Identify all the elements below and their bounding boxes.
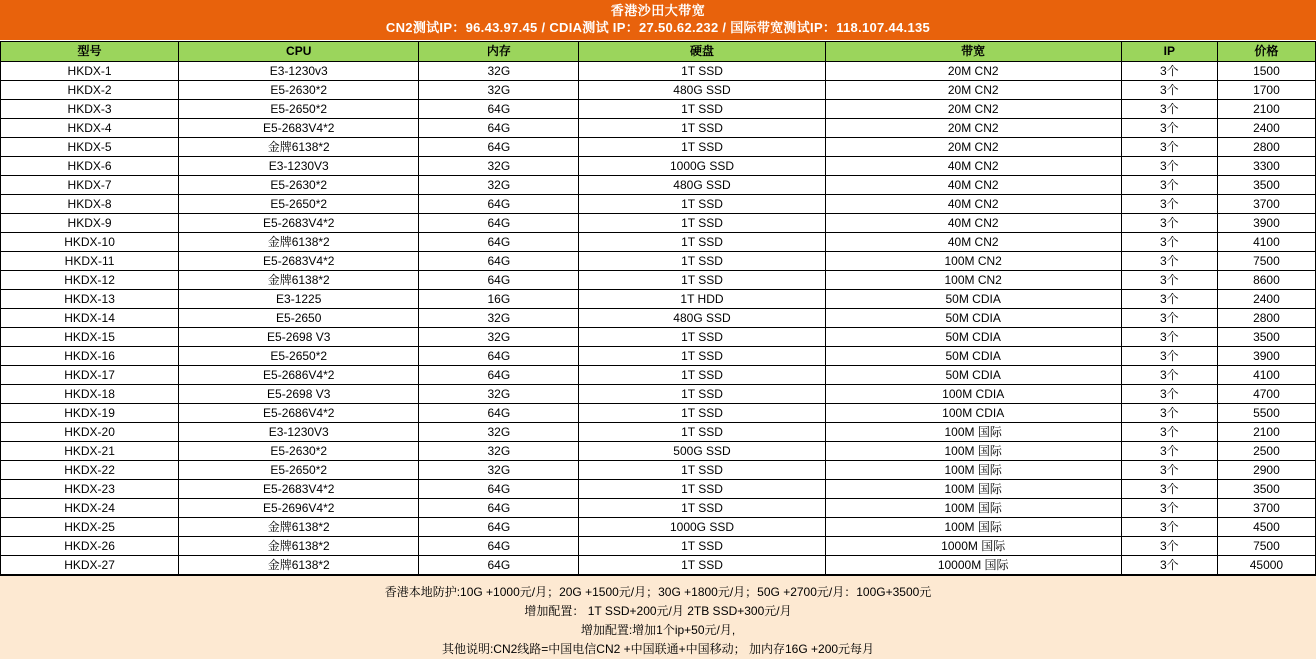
cell-model: HKDX-12 [1,271,179,290]
cell-ip: 3个 [1121,233,1217,252]
cell-cpu: E5-2683V4*2 [179,480,419,499]
cell-price: 2100 [1217,100,1315,119]
table-row [1,366,1316,385]
cell-cpu: E5-2650*2 [179,100,419,119]
cell-ip: 3个 [1121,309,1217,328]
cell-price: 7500 [1217,537,1315,556]
cell-bandwidth: 1000M 国际 [825,537,1121,556]
cell-disk: 1T SSD [579,328,825,347]
cell-memory: 32G [419,62,579,81]
table-header-row [1,42,1316,62]
cell-ip: 3个 [1121,271,1217,290]
cell-model: HKDX-26 [1,537,179,556]
cell-bandwidth: 100M CN2 [825,252,1121,271]
cell-disk: 1T SSD [579,537,825,556]
cell-ip: 3个 [1121,290,1217,309]
cell-bandwidth: 20M CN2 [825,138,1121,157]
cell-ip: 3个 [1121,62,1217,81]
page-title: 香港沙田大带宽 [610,3,706,18]
cell-memory: 64G [419,499,579,518]
cell-model: HKDX-13 [1,290,179,309]
cell-price: 3500 [1217,328,1315,347]
cell-bandwidth: 50M CDIA [825,347,1121,366]
cell-ip: 3个 [1121,195,1217,214]
cell-price: 2400 [1217,290,1315,309]
table-row [1,461,1316,480]
cell-bandwidth: 100M CDIA [825,385,1121,404]
cell-model: HKDX-17 [1,366,179,385]
cell-disk: 1T SSD [579,138,825,157]
cell-cpu: E5-2630*2 [179,176,419,195]
cell-price: 3500 [1217,480,1315,499]
cell-cpu: E5-2686V4*2 [179,366,419,385]
table-row [1,537,1316,556]
note-other-info: 其他说明:CN2线路=中国电信CN2 +中国联通+中国移动； 加内存16G +200元每月 [441,642,875,656]
cell-bandwidth: 100M 国际 [825,480,1121,499]
cell-model: HKDX-2 [1,81,179,100]
cell-model: HKDX-4 [1,119,179,138]
cell-bandwidth: 40M CN2 [825,157,1121,176]
cell-bandwidth: 20M CN2 [825,62,1121,81]
cell-ip: 3个 [1121,518,1217,537]
table-row [1,62,1316,81]
table-row [1,81,1316,100]
cell-price: 4700 [1217,385,1315,404]
cell-ip: 3个 [1121,423,1217,442]
cell-price: 8600 [1217,271,1315,290]
table-row [1,499,1316,518]
cell-memory: 64G [419,252,579,271]
cell-disk: 1T SSD [579,214,825,233]
column-header-disk: 硬盘 [579,42,825,62]
cell-price: 3900 [1217,214,1315,233]
column-header-bandwidth: 带宽 [825,42,1121,62]
cell-memory: 32G [419,81,579,100]
cell-memory: 32G [419,328,579,347]
cell-price: 2900 [1217,461,1315,480]
cell-price: 4100 [1217,233,1315,252]
cell-price: 5500 [1217,404,1315,423]
cell-memory: 32G [419,176,579,195]
cell-memory: 64G [419,271,579,290]
cell-memory: 64G [419,195,579,214]
table-row [1,423,1316,442]
cell-model: HKDX-19 [1,404,179,423]
cell-disk: 1T SSD [579,556,825,575]
cell-disk: 480G SSD [579,176,825,195]
cell-disk: 1T SSD [579,271,825,290]
table-row [1,214,1316,233]
table-row [1,233,1316,252]
cell-model: HKDX-22 [1,461,179,480]
cell-bandwidth: 40M CN2 [825,214,1121,233]
cell-ip: 3个 [1121,480,1217,499]
cell-price: 3300 [1217,157,1315,176]
cell-cpu: E3-1225 [179,290,419,309]
cell-disk: 1T SSD [579,195,825,214]
table-row [1,385,1316,404]
cell-model: HKDX-3 [1,100,179,119]
cell-price: 2800 [1217,138,1315,157]
cell-ip: 3个 [1121,556,1217,575]
table-row [1,157,1316,176]
cell-bandwidth: 50M CDIA [825,328,1121,347]
column-header-memory: 内存 [419,42,579,62]
cell-model: HKDX-8 [1,195,179,214]
cell-bandwidth: 20M CN2 [825,119,1121,138]
cell-cpu: E5-2650*2 [179,195,419,214]
note-local-protection: 香港本地防护:10G +1000元/月；20G +1500元/月；30G +1800元/月；50G +2700元/月：100G+3500元 [384,585,932,599]
table-row [1,195,1316,214]
table-row [1,518,1316,537]
cell-bandwidth: 20M CN2 [825,81,1121,100]
cell-bandwidth: 10000M 国际 [825,556,1121,575]
table-row [1,404,1316,423]
cell-model: HKDX-21 [1,442,179,461]
cell-model: HKDX-27 [1,556,179,575]
cell-memory: 64G [419,119,579,138]
cell-memory: 32G [419,385,579,404]
cell-bandwidth: 100M CDIA [825,404,1121,423]
table-row [1,252,1316,271]
cell-model: HKDX-11 [1,252,179,271]
footer-notes [0,575,1316,659]
cell-cpu: 金牌6138*2 [179,233,419,252]
cell-disk: 1T SSD [579,480,825,499]
cell-model: HKDX-7 [1,176,179,195]
cell-price: 1700 [1217,81,1315,100]
cell-bandwidth: 100M 国际 [825,442,1121,461]
cell-disk: 1T SSD [579,119,825,138]
cell-cpu: E5-2650 [179,309,419,328]
cell-cpu: E5-2650*2 [179,347,419,366]
cell-price: 45000 [1217,556,1315,575]
cell-ip: 3个 [1121,461,1217,480]
cell-bandwidth: 40M CN2 [825,195,1121,214]
cell-bandwidth: 100M 国际 [825,499,1121,518]
cell-cpu: E5-2696V4*2 [179,499,419,518]
cell-cpu: E5-2686V4*2 [179,404,419,423]
cell-price: 7500 [1217,252,1315,271]
table-row [1,442,1316,461]
cell-model: HKDX-20 [1,423,179,442]
cell-cpu: E5-2698 V3 [179,385,419,404]
cell-memory: 32G [419,157,579,176]
cell-memory: 64G [419,556,579,575]
table-row [1,347,1316,366]
cell-bandwidth: 100M CN2 [825,271,1121,290]
cell-memory: 64G [419,138,579,157]
cell-cpu: E5-2683V4*2 [179,119,419,138]
page-header [0,0,1316,41]
cell-ip: 3个 [1121,537,1217,556]
cell-disk: 1T HDD [579,290,825,309]
table-row [1,100,1316,119]
cell-cpu: E5-2650*2 [179,461,419,480]
cell-price: 2400 [1217,119,1315,138]
table-row [1,271,1316,290]
table-row [1,556,1316,575]
cell-price: 2500 [1217,442,1315,461]
cell-ip: 3个 [1121,81,1217,100]
cell-bandwidth: 40M CN2 [825,176,1121,195]
column-header-model: 型号 [1,42,179,62]
cell-price: 1500 [1217,62,1315,81]
cell-cpu: E3-1230V3 [179,423,419,442]
cell-disk: 1T SSD [579,252,825,271]
cell-bandwidth: 50M CDIA [825,309,1121,328]
cell-ip: 3个 [1121,328,1217,347]
cell-disk: 1T SSD [579,423,825,442]
cell-bandwidth: 50M CDIA [825,366,1121,385]
cell-bandwidth: 100M 国际 [825,461,1121,480]
cell-memory: 32G [419,442,579,461]
cell-disk: 1T SSD [579,366,825,385]
cell-disk: 1T SSD [579,233,825,252]
cell-cpu: E3-1230V3 [179,157,419,176]
column-header-price: 价格 [1217,42,1315,62]
cell-model: HKDX-5 [1,138,179,157]
cell-ip: 3个 [1121,366,1217,385]
cell-cpu: 金牌6138*2 [179,556,419,575]
cell-cpu: E5-2698 V3 [179,328,419,347]
cell-ip: 3个 [1121,214,1217,233]
cell-disk: 480G SSD [579,309,825,328]
cell-model: HKDX-24 [1,499,179,518]
cell-model: HKDX-6 [1,157,179,176]
table-row [1,480,1316,499]
cell-memory: 64G [419,214,579,233]
cell-ip: 3个 [1121,385,1217,404]
cell-model: HKDX-18 [1,385,179,404]
cell-memory: 32G [419,461,579,480]
cell-model: HKDX-14 [1,309,179,328]
cell-model: HKDX-16 [1,347,179,366]
cell-memory: 64G [419,518,579,537]
table-row [1,309,1316,328]
cell-memory: 16G [419,290,579,309]
cell-disk: 1T SSD [579,100,825,119]
cell-cpu: E3-1230v3 [179,62,419,81]
cell-bandwidth: 100M 国际 [825,423,1121,442]
cell-price: 3700 [1217,499,1315,518]
cell-cpu: E5-2630*2 [179,81,419,100]
cell-ip: 3个 [1121,347,1217,366]
column-header-cpu: CPU [179,42,419,62]
cell-bandwidth: 100M 国际 [825,518,1121,537]
cell-model: HKDX-1 [1,62,179,81]
cell-ip: 3个 [1121,157,1217,176]
cell-memory: 64G [419,347,579,366]
cell-price: 2800 [1217,309,1315,328]
cell-disk: 1T SSD [579,404,825,423]
cell-price: 3700 [1217,195,1315,214]
cell-bandwidth: 40M CN2 [825,233,1121,252]
cell-cpu: 金牌6138*2 [179,271,419,290]
cell-disk: 1T SSD [579,461,825,480]
cell-disk: 500G SSD [579,442,825,461]
cell-memory: 64G [419,366,579,385]
cell-ip: 3个 [1121,138,1217,157]
column-header-ip: IP [1121,42,1217,62]
cell-model: HKDX-10 [1,233,179,252]
cell-price: 4500 [1217,518,1315,537]
cell-memory: 64G [419,100,579,119]
table-row [1,328,1316,347]
table-row [1,138,1316,157]
cell-memory: 32G [419,423,579,442]
cell-ip: 3个 [1121,252,1217,271]
cell-model: HKDX-25 [1,518,179,537]
cell-model: HKDX-9 [1,214,179,233]
cell-price: 4100 [1217,366,1315,385]
table-row [1,176,1316,195]
cell-disk: 1T SSD [579,499,825,518]
cell-ip: 3个 [1121,100,1217,119]
test-ip-line: CN2测试IP：96.43.97.45 / CDIA测试 IP：27.50.62.232 / 国际带宽测试IP：118.107.44.135 [385,20,931,35]
cell-cpu: E5-2683V4*2 [179,252,419,271]
cell-memory: 64G [419,233,579,252]
cell-memory: 64G [419,480,579,499]
table-row [1,119,1316,138]
cell-cpu: E5-2683V4*2 [179,214,419,233]
cell-price: 2100 [1217,423,1315,442]
table-body [1,62,1316,575]
cell-cpu: 金牌6138*2 [179,518,419,537]
cell-model: HKDX-15 [1,328,179,347]
cell-disk: 480G SSD [579,81,825,100]
cell-bandwidth: 50M CDIA [825,290,1121,309]
cell-disk: 1T SSD [579,385,825,404]
note-extra-ip: 增加配置:增加1个ip+50元/月, [580,623,736,637]
cell-disk: 1000G SSD [579,518,825,537]
cell-disk: 1000G SSD [579,157,825,176]
cell-bandwidth: 20M CN2 [825,100,1121,119]
cell-cpu: 金牌6138*2 [179,537,419,556]
table-row [1,290,1316,309]
cell-price: 3500 [1217,176,1315,195]
cell-cpu: E5-2630*2 [179,442,419,461]
cell-ip: 3个 [1121,442,1217,461]
cell-disk: 1T SSD [579,62,825,81]
cell-memory: 32G [419,309,579,328]
cell-model: HKDX-23 [1,480,179,499]
server-price-table [0,41,1316,575]
cell-memory: 64G [419,404,579,423]
cell-ip: 3个 [1121,404,1217,423]
cell-cpu: 金牌6138*2 [179,138,419,157]
cell-memory: 64G [419,537,579,556]
note-extra-disk: 增加配置： 1T SSD+200元/月 2TB SSD+300元/月 [524,604,792,618]
cell-price: 3900 [1217,347,1315,366]
cell-ip: 3个 [1121,119,1217,138]
cell-disk: 1T SSD [579,347,825,366]
cell-ip: 3个 [1121,176,1217,195]
cell-ip: 3个 [1121,499,1217,518]
